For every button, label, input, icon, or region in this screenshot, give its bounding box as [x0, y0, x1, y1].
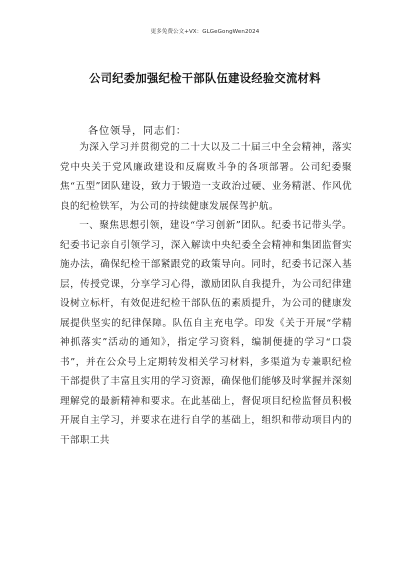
paragraph-intro: 为深入学习并贯彻党的二十大以及二十届三中全会精神，落实党中央关于党风廉政建设和反腐败斗争的各项部署。公司纪委聚焦“五型”团队建设，致力于锻造一支政治过硬、业务精湛、作风优良的纪检铁军，为公司的持续健康发展保驾护航。 [60, 142, 352, 212]
salutation: 各位领导，同志们： [88, 126, 187, 137]
document-title: 公司纪委加强纪检干部队伍建设经验交流材料 [89, 72, 321, 85]
document-body [60, 138, 352, 450]
paragraph-section-one: 一、聚焦思想引领，建设“学习创新”团队。纪委书记带头学。纪委书记亲自引领学习，深入解读中央纪委全会精神和集团监督实施办法，确保纪检干部紧跟党的政策导向。同时，纪委书记深入基层，传授党课，分享学习心得，激励团队自我提升，为公司纪律建设树立标杆，有效促进纪检干部队伍的素质提升，为公司的健康发展提供坚实的纪律保障。队伍自主充电学。印发《关于开展“学精神抓落实”活动的通知》，指定学习资料，编制便捷的学习“口袋书”，并在公众号上定期转发相关学习材料，多渠道为专兼职纪检干部提供了丰富且实用的学习资源，确保他们能够及时掌握并深刻理解党的最新精神和要求。在此基础上，督促项目纪检监督员积极开展自主学习，并要求在进行自学的基础上，组织和带动项目内的干部职工共 [60, 220, 352, 446]
header-note: 更多免费公文+VX：GLGeGongWen2024 [150, 29, 260, 35]
